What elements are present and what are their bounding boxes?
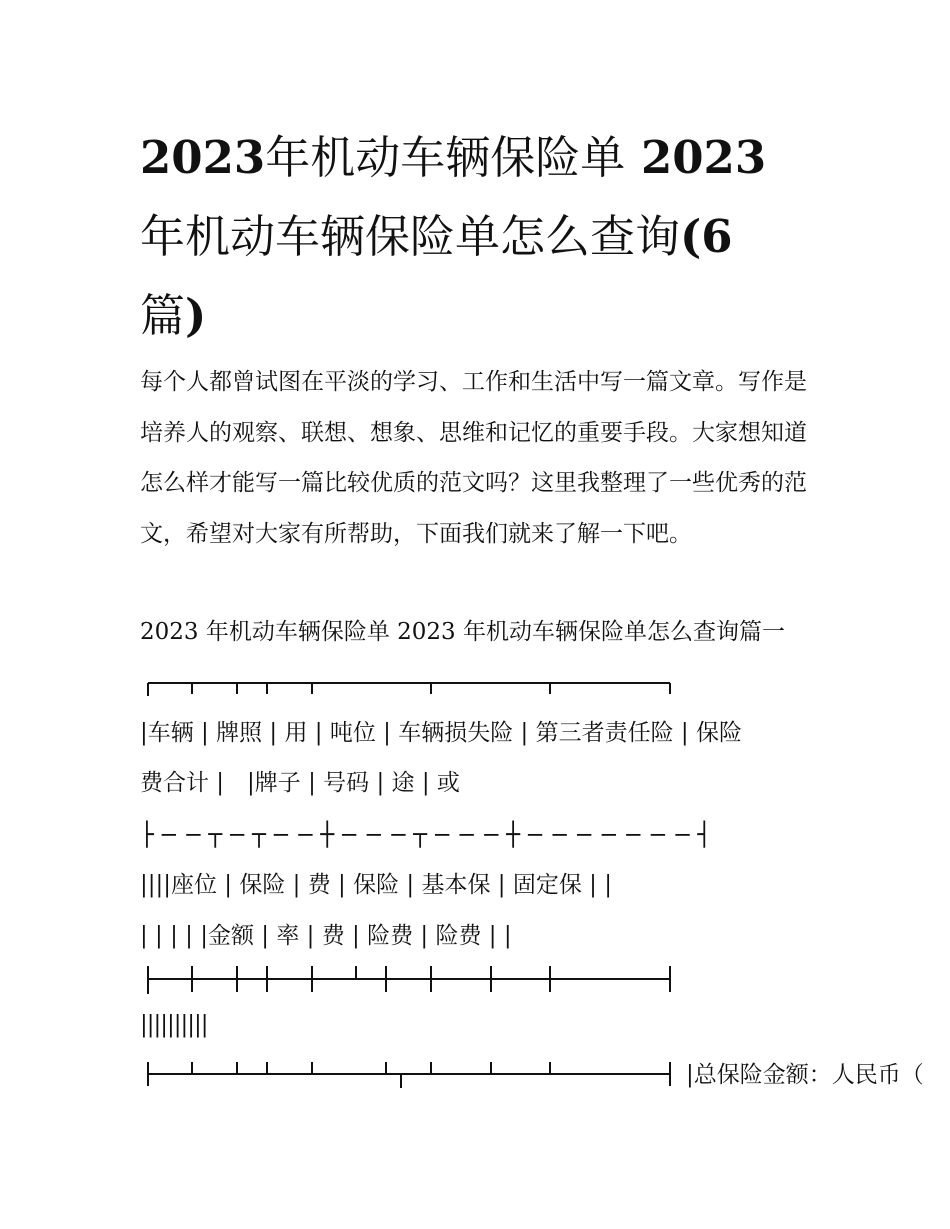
intro-paragraph: 每个人都曾试图在平淡的学习、工作和生活中写一篇文章。写作是培养人的观察、联想、想象、思维和记忆的重要手段。大家想知道怎么样才能写一篇比较优质的范文吗？这里我整理了一些优秀的范文，希望对大家有所帮助，下面我们就来了解一下吧。 bbox=[140, 369, 807, 547]
section-heading: 2023 年机动车辆保险单 2023 年机动车辆保险单怎么查询篇一 bbox=[140, 619, 785, 645]
title-year-1: 2023 bbox=[140, 131, 266, 184]
title-text-3: 篇 bbox=[140, 289, 186, 342]
title-count: (6 bbox=[680, 210, 733, 263]
document-title bbox=[140, 118, 820, 355]
table-header-row-2: 费合计 | |牌子 | 号码 | 途 | 或 bbox=[140, 770, 460, 796]
title-text-1: 年机动车辆保险单 bbox=[265, 131, 626, 184]
total-insured-amount-label: |总保险金额：人民币（ bbox=[686, 1062, 924, 1088]
table-bottom-rule bbox=[140, 1058, 680, 1090]
table-empty-cells-row: |||||||||| bbox=[140, 1012, 208, 1038]
table-top-rule bbox=[140, 678, 680, 698]
table-header-row-3: ||||座位 | 保险 | 费 | 保险 | 基本保 | 固定保 | | bbox=[140, 872, 612, 898]
table-header-row-4: | | | | |金额 | 率 | 费 | 险费 | 险费 | | bbox=[140, 923, 512, 949]
title-year-2: 2023 bbox=[640, 131, 767, 184]
table-header-row-1: |车辆 | 牌照 | 用 | 吨位 | 车辆损失险 | 第三者责任险 | 保险 bbox=[140, 720, 742, 746]
table-dashed-separator: ├ − − ┬ − ┬ − − ┼ − − − ┬ − − − ┼ − − − − − − − ┤ bbox=[140, 822, 711, 848]
title-text-2: 年机动车辆保险单怎么查询 bbox=[140, 210, 681, 263]
title-close-paren: ) bbox=[185, 289, 207, 342]
table-middle-rule bbox=[140, 964, 680, 996]
